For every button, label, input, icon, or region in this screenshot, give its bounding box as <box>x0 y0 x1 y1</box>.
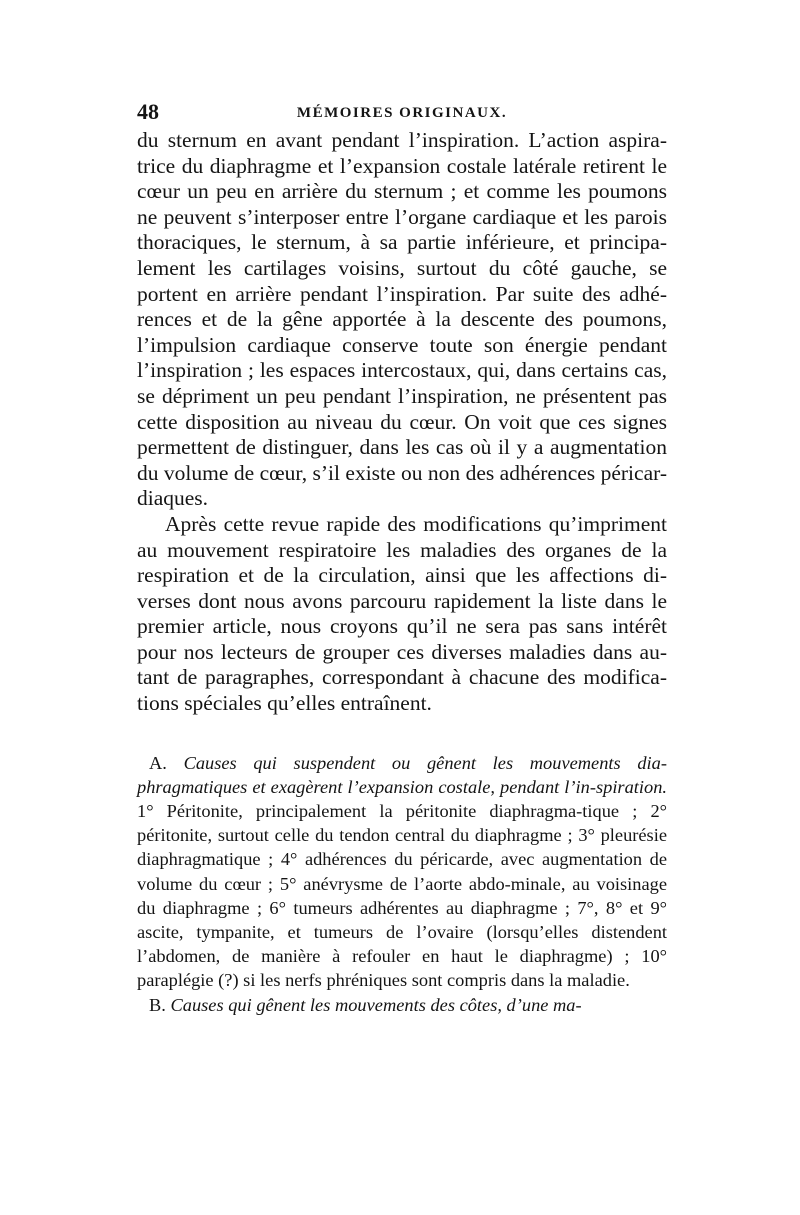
note-a-text: 1° Péritonite, principalement la péritonite diaphragma-tique ; 2° péritonite, surtout celle du tendon central du diaphragme ; 3° pleurésie diaphragmatique ; 4° adhérences du péricarde, avec augmentation de volume du cœur ; 5° anévrysme de l’aorte abdo-minale, au voisinage du diaphragme ; 6° tumeurs adhérentes au diaphragme ; 7°, 8° et 9° ascite, tympanite, et tumeurs de l’ovaire (lorsqu’elles distendent l’abdomen, de manière à refouler en haut le diaphragme) ; 10° paraplégie (?) si les nerfs phréniques sont compris dans la maladie. <box>137 801 667 991</box>
note-a-label: A. <box>149 752 167 773</box>
note-a <box>137 751 667 993</box>
note-b-heading: Causes qui gênent les mouvements des côtes, d’une ma- <box>170 994 582 1015</box>
classification-notes <box>137 751 667 1017</box>
note-b-label: B. <box>149 994 166 1015</box>
page-header <box>137 98 667 126</box>
body-paragraph-1: du sternum en avant pendant l’inspiration. L’action aspira-trice du diaphragme et l’expansion costale latérale retirent le cœur un peu en arrière du sternum ; et comme les poumons ne peuvent s’interposer entre l’organe cardiaque et les parois thoraciques, le sternum, à sa partie inférieure, et principa-lement les cartilages voisins, surtout du côté gauche, se portent en arrière pendant l’inspiration. Par suite des adhé-rences et de la gêne apportée à la descente des poumons, l’impulsion cardiaque conserve toute son énergie pendant l’inspiration ; les espaces intercostaux, qui, dans certains cas, se dépriment un peu pendant l’inspiration, ne présentent pas cette disposition au niveau du cœur. On voit que ces signes permettent de distinguer, dans les cas où il y a augmentation du volume de cœur, s’il existe ou non des adhérences péricar-diaques. <box>137 128 667 511</box>
document-page <box>137 98 667 1017</box>
main-text <box>137 128 667 717</box>
body-paragraph-2: Après cette revue rapide des modifications qu’impriment au mouvement respiratoire les maladies des organes de la respiration et de la circulation, ainsi que les affections di-verses dont nous avons parcouru rapidement la liste dans le premier article, nous croyons qu’il ne sera pas sans intérêt pour nos lecteurs de grouper ces diverses maladies dans au-tant de paragraphes, correspondant à chacune des modifica-tions spéciales qu’elles entraînent. <box>137 511 667 716</box>
running-head: MÉMOIRES ORIGINAUX. <box>296 105 508 121</box>
page-number: 48 <box>137 99 159 124</box>
note-a-heading: Causes qui suspendent ou gênent les mouvements dia-phragmatiques et exagèrent l’expansion costale, pendant l’in-spiration. <box>137 752 667 797</box>
note-b <box>137 993 667 1017</box>
